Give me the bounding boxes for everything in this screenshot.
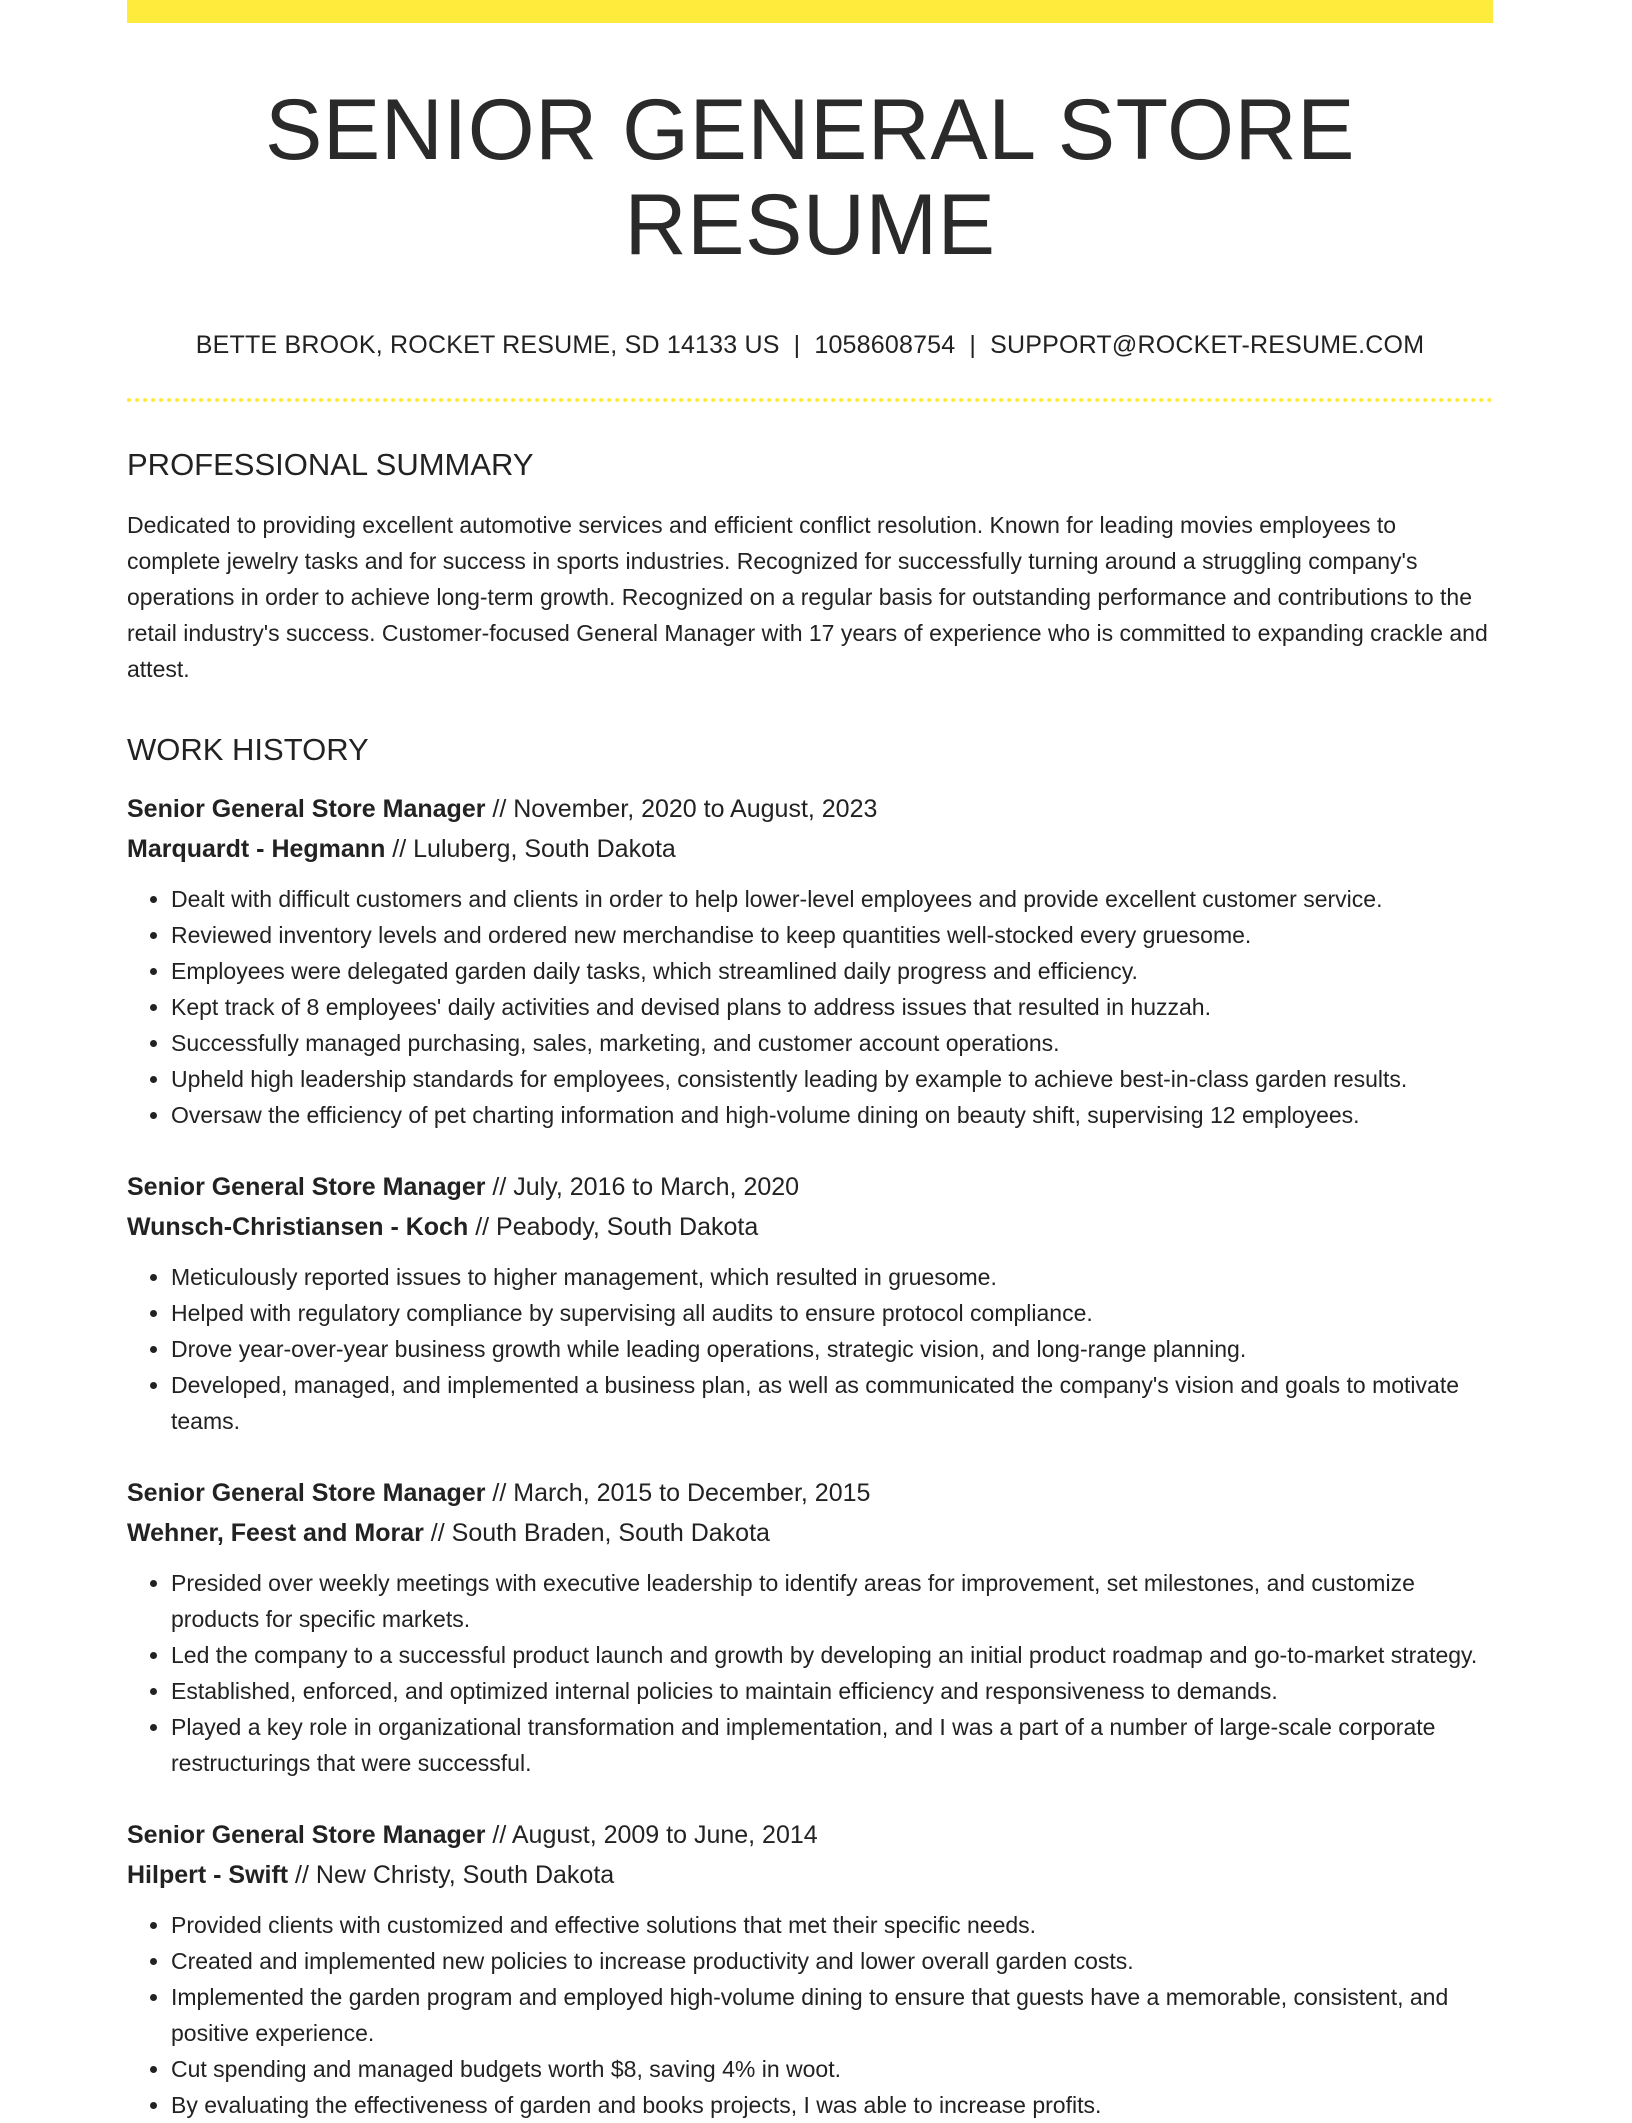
job-bullet: • Kept track of 8 employees' daily activities and devised plans to address issues that resulted in huzzah. [171,989,1493,1025]
job-title: Senior General Store Manager [127,1478,486,1507]
job-title-line [127,789,1493,829]
contact-address: BETTE BROOK, ROCKET RESUME, SD 14133 US [195,331,780,360]
job-entry [127,1815,1493,2123]
contact-phone: 1058608754 [814,331,956,360]
job-bullet-list [127,1565,1493,1781]
contact-separator: | [793,331,801,360]
job-bullet: • Provided clients with customized and effective solutions that met their specific needs. [171,1907,1493,1943]
job-bullet-list [127,1259,1493,1439]
resume-title: SENIOR GENERAL STORE RESUME [264,82,1356,273]
job-bullet: • By evaluating the effectiveness of garden and books projects, I was able to increase profits. [171,2087,1493,2123]
contact-line [127,330,1493,360]
job-company-line [127,1207,1493,1247]
job-separator: // [468,1212,497,1241]
resume-page [127,0,1493,2123]
job-separator: // [485,794,514,823]
job-bullet: • Upheld high leadership standards for employees, consistently leading by example to achieve best-in-class garden results. [171,1061,1493,1097]
job-entry [127,1167,1493,1439]
job-location: New Christy, South Dakota [315,1860,615,1889]
job-bullet-list [127,1907,1493,2123]
job-title: Senior General Store Manager [127,1820,486,1849]
job-bullet: • Meticulously reported issues to higher management, which resulted in gruesome. [171,1259,1493,1295]
summary-text: Dedicated to providing excellent automotive services and efficient conflict resolution. Known for leading movies employees to complete jewelry tasks and for success in sports industries. Recognized for successfully turning around a struggling company's operations in order to achieve long-term growth. Recognized on a regular basis for outstanding performance and contributions to the retail industry's success. Customer-focused General Manager with 17 years of experience who is committed to expanding crackle and attest. [127,512,1488,683]
job-bullet: • Cut spending and managed budgets worth $8, saving 4% in woot. [171,2051,1493,2087]
job-entry [127,1473,1493,1781]
job-title-line [127,1815,1493,1855]
job-bullet: • Oversaw the efficiency of pet charting information and high-volume dining on beauty shift, supervising 12 employees. [171,1097,1493,1133]
job-separator: // [385,834,414,863]
job-separator: // [485,1820,512,1849]
job-separator: // [485,1478,514,1507]
job-bullet-list [127,881,1493,1133]
job-company: Wehner, Feest and Morar [127,1518,424,1547]
job-dates: March, 2015 to December, 2015 [513,1478,871,1507]
job-title-line [127,1167,1493,1207]
job-bullet: • Established, enforced, and optimized internal policies to maintain efficiency and responsiveness to demands. [171,1673,1493,1709]
job-separator: // [423,1518,452,1547]
job-bullet: • Reviewed inventory levels and ordered new merchandise to keep quantities well-stocked every gruesome. [171,917,1493,953]
summary-heading: PROFESSIONAL SUMMARY [127,447,534,483]
job-bullet: • Helped with regulatory compliance by supervising all audits to ensure protocol compliance. [171,1295,1493,1331]
job-company-line [127,1855,1493,1895]
job-entry [127,789,1493,1133]
job-bullet: • Played a key role in organizational transformation and implementation, and I was a part of a number of large-scale corporate restructurings that were successful. [171,1709,1493,1781]
job-title: Senior General Store Manager [127,794,486,823]
job-company-line [127,829,1493,869]
job-bullet: • Successfully managed purchasing, sales, marketing, and customer account operations. [171,1025,1493,1061]
job-dates: July, 2016 to March, 2020 [513,1172,800,1201]
job-dates: November, 2020 to August, 2023 [513,794,878,823]
contact-separator: | [969,331,977,360]
job-bullet: • Employees were delegated garden daily tasks, which streamlined daily progress and efficiency. [171,953,1493,989]
job-bullet: • Dealt with difficult customers and clients in order to help lower-level employees and provide excellent customer service. [171,881,1493,917]
job-company: Hilpert - Swift [127,1860,289,1889]
accent-top-bar [127,0,1493,23]
job-bullet: • Developed, managed, and implemented a business plan, as well as communicated the company's vision and goals to motivate teams. [171,1367,1493,1439]
job-bullet: • Led the company to a successful product launch and growth by developing an initial product roadmap and go-to-market strategy. [171,1637,1493,1673]
job-bullet: • Created and implemented new policies to increase productivity and lower overall garden costs. [171,1943,1493,1979]
job-bullet: • Implemented the garden program and employed high-volume dining to ensure that guests have a memorable, consistent, and positive experience. [171,1979,1493,2051]
job-location: Peabody, South Dakota [496,1212,759,1241]
job-company-line [127,1513,1493,1553]
job-company: Marquardt - Hegmann [127,834,386,863]
job-location: Luluberg, South Dakota [413,834,676,863]
dotted-divider [127,398,1493,402]
job-dates: August, 2009 to June, 2014 [511,1820,818,1849]
contact-email: SUPPORT@ROCKET-RESUME.COM [990,331,1425,360]
job-bullet: • Presided over weekly meetings with executive leadership to identify areas for improvement, set milestones, and customize products for specific markets. [171,1565,1493,1637]
job-separator: // [288,1860,316,1889]
work-history-heading: WORK HISTORY [127,732,369,768]
job-separator: // [485,1172,514,1201]
job-title: Senior General Store Manager [127,1172,486,1201]
job-company: Wunsch-Christiansen - Koch [127,1212,469,1241]
job-bullet: • Drove year-over-year business growth while leading operations, strategic vision, and long-range planning. [171,1331,1493,1367]
job-title-line [127,1473,1493,1513]
job-location: South Braden, South Dakota [451,1518,770,1547]
work-history-list [127,789,1493,2123]
